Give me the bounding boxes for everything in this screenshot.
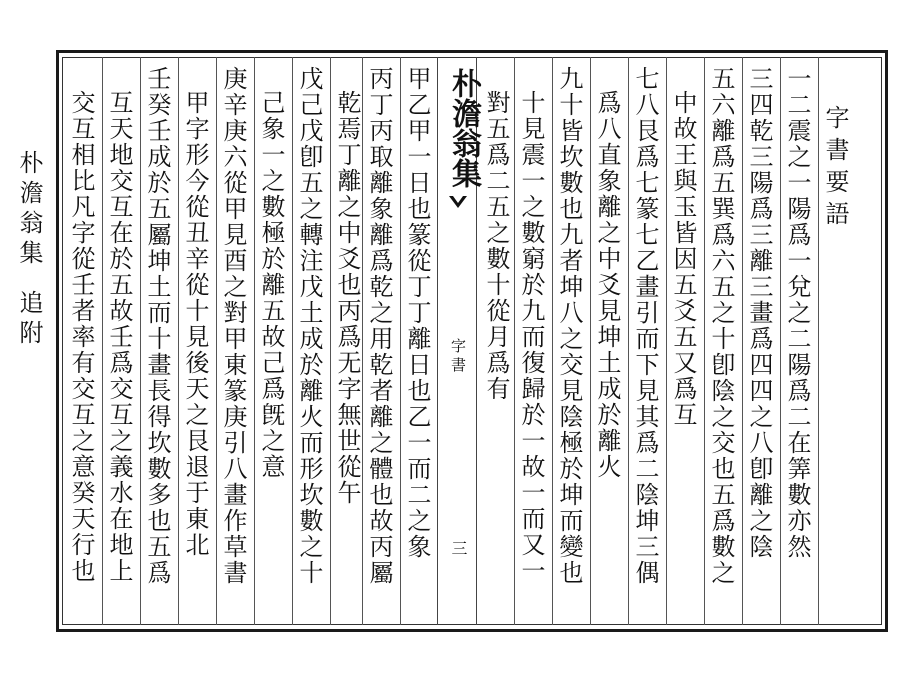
- column-rule: [514, 57, 515, 625]
- column-rule: [590, 57, 591, 625]
- text-column: 一二震之一陽爲一兌之二陽爲二在筭數亦然: [783, 66, 811, 560]
- fold-page-number: 三: [449, 540, 468, 556]
- column-rule: [666, 57, 667, 625]
- margin-book-title: 朴澹翁集: [15, 150, 43, 270]
- column-rule: [704, 57, 705, 625]
- text-column: 七八艮爲七篆七乙畫引而下見其爲二陰坤三偶: [631, 66, 659, 586]
- text-column: 爲八直象離之中爻見坤土成於離火: [593, 90, 621, 480]
- text-column: 壬癸壬成於五屬坤土而十畫長得坎數多也五爲: [143, 66, 171, 586]
- text-column: 庚辛庚六從甲見酉之對甲東篆庚引八畫作草書: [219, 66, 247, 586]
- text-column: 戊己戊卽五之轉注戊土成於離火而形坎數之十: [295, 66, 323, 586]
- text-column: 對五爲二五之數十從月爲有: [482, 90, 510, 402]
- fold-book-title: 朴澹翁集: [446, 68, 481, 188]
- text-column: 九十皆坎數也九者坤八之交見陰極於坤而變也: [555, 66, 583, 586]
- text-column: 三四乾三陽爲三離三畫爲四四之八卽離之陰: [745, 66, 773, 560]
- column-rule: [400, 57, 401, 625]
- column-rule: [742, 57, 743, 625]
- column-rule: [216, 57, 217, 625]
- text-column: 五六離爲五巽爲六五之十卽陰之交也五爲數之: [707, 66, 735, 586]
- column-rule: [254, 57, 255, 625]
- column-rule: [552, 57, 553, 625]
- column-rule: [628, 57, 629, 625]
- column-rule: [102, 57, 103, 625]
- fold-section-label: 字書: [449, 338, 467, 376]
- column-rule: [330, 57, 331, 625]
- text-column: 交互相比凡字從壬者率有交互之意癸天行也: [67, 90, 95, 584]
- text-column: 互天地交互在於五故壬爲交互之義水在地上: [105, 90, 133, 584]
- fishtail-mark-icon: [449, 196, 467, 210]
- text-column: 十見震一之數窮於九而復歸於一故一而又一: [517, 90, 545, 584]
- column-rule: [362, 57, 363, 625]
- column-rule: [818, 57, 819, 625]
- text-column: 甲乙甲一日也篆從丁丁離日也乙一而二之象: [403, 66, 431, 560]
- text-column: 丙丁丙取離象離爲乾之用乾者離之體也故丙屬: [365, 66, 393, 586]
- text-column: 甲字形今從丑辛從十見後天之艮退于東北: [181, 90, 209, 558]
- margin-subtitle: 追附: [15, 290, 43, 350]
- text-column: 中故王與玉皆因五爻五又爲互: [669, 90, 697, 428]
- column-rule: [292, 57, 293, 625]
- column-rule: [140, 57, 141, 625]
- text-column: 己象一之數極於離五故己爲旣之意: [257, 90, 285, 480]
- column-rule: [178, 57, 179, 625]
- column-rule: [780, 57, 781, 625]
- right-page-heading: 字書要語: [821, 105, 849, 233]
- text-column: 乾焉丁離之中爻也丙爲无字無世從午: [333, 90, 361, 506]
